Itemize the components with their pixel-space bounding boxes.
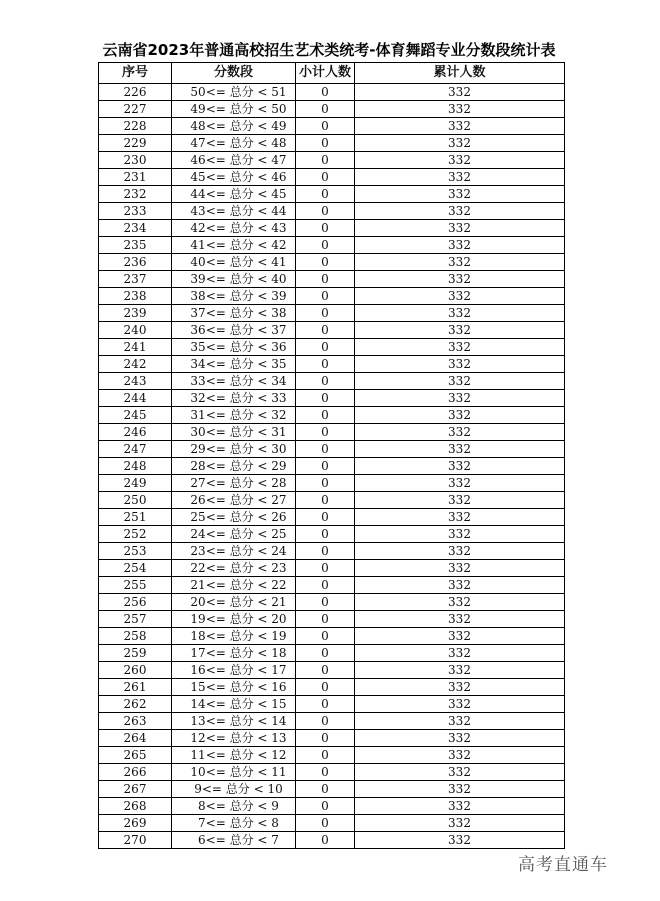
- score-range-text: 31<= 总分 < 32: [190, 408, 287, 422]
- cell-subtotal: 0: [296, 152, 355, 169]
- cell-score-range: [172, 645, 296, 662]
- score-range-text: 50<= 总分 < 51: [190, 85, 287, 99]
- header-index: 序号: [99, 63, 172, 84]
- cell-subtotal: 0: [296, 747, 355, 764]
- cell-score-range: [172, 169, 296, 186]
- table-row: [99, 254, 565, 271]
- cell-index: 230: [99, 152, 172, 169]
- score-range-text: 9<= 总分 < 10: [194, 782, 283, 796]
- cell-index: 227: [99, 101, 172, 118]
- watermark: 高考直通车: [518, 855, 608, 875]
- cell-subtotal: 0: [296, 220, 355, 237]
- cell-index: 252: [99, 526, 172, 543]
- cell-subtotal: 0: [296, 186, 355, 203]
- cell-score-range: [172, 322, 296, 339]
- cell-score-range: [172, 560, 296, 577]
- score-range-text: 29<= 总分 < 30: [190, 442, 287, 456]
- cell-index: 229: [99, 135, 172, 152]
- score-range-text: 26<= 总分 < 27: [190, 493, 287, 507]
- cell-index: 256: [99, 594, 172, 611]
- table-row: [99, 407, 565, 424]
- cell-index: 249: [99, 475, 172, 492]
- cell-score-range: [172, 220, 296, 237]
- cell-subtotal: 0: [296, 356, 355, 373]
- score-range-text: 17<= 总分 < 18: [190, 646, 287, 660]
- cell-score-range: [172, 475, 296, 492]
- cell-subtotal: 0: [296, 492, 355, 509]
- table-row: [99, 356, 565, 373]
- cell-subtotal: 0: [296, 611, 355, 628]
- cell-score-range: [172, 730, 296, 747]
- cell-cumulative: 332: [355, 696, 565, 713]
- cell-subtotal: 0: [296, 135, 355, 152]
- cell-cumulative: 332: [355, 203, 565, 220]
- cell-subtotal: 0: [296, 169, 355, 186]
- score-range-text: 40<= 总分 < 41: [190, 255, 287, 269]
- cell-score-range: [172, 186, 296, 203]
- table-row: [99, 220, 565, 237]
- header-cumulative: 累计人数: [355, 63, 565, 84]
- table-body: [99, 84, 565, 849]
- cell-cumulative: 332: [355, 271, 565, 288]
- table-header-row: [99, 63, 565, 84]
- cell-cumulative: 332: [355, 815, 565, 832]
- cell-cumulative: 332: [355, 628, 565, 645]
- score-range-text: 30<= 总分 < 31: [190, 425, 287, 439]
- cell-index: 236: [99, 254, 172, 271]
- cell-subtotal: 0: [296, 509, 355, 526]
- cell-index: 232: [99, 186, 172, 203]
- cell-subtotal: 0: [296, 628, 355, 645]
- table-row: [99, 441, 565, 458]
- score-range-text: 25<= 总分 < 26: [190, 510, 287, 524]
- cell-cumulative: 332: [355, 152, 565, 169]
- score-range-text: 36<= 总分 < 37: [190, 323, 287, 337]
- cell-score-range: [172, 237, 296, 254]
- cell-score-range: [172, 339, 296, 356]
- cell-cumulative: 332: [355, 798, 565, 815]
- score-range-text: 6<= 总分 < 7: [198, 833, 279, 847]
- cell-index: 245: [99, 407, 172, 424]
- cell-score-range: [172, 441, 296, 458]
- cell-index: 235: [99, 237, 172, 254]
- cell-subtotal: 0: [296, 271, 355, 288]
- table-row: [99, 84, 565, 101]
- cell-subtotal: 0: [296, 458, 355, 475]
- cell-index: 262: [99, 696, 172, 713]
- cell-cumulative: 332: [355, 492, 565, 509]
- cell-subtotal: 0: [296, 713, 355, 730]
- score-range-text: 38<= 总分 < 39: [190, 289, 287, 303]
- cell-score-range: [172, 203, 296, 220]
- cell-cumulative: 332: [355, 713, 565, 730]
- cell-subtotal: 0: [296, 662, 355, 679]
- cell-subtotal: 0: [296, 84, 355, 101]
- table-row: [99, 594, 565, 611]
- table-row: [99, 271, 565, 288]
- table-row: [99, 679, 565, 696]
- cell-subtotal: 0: [296, 832, 355, 849]
- cell-score-range: [172, 798, 296, 815]
- cell-cumulative: 332: [355, 509, 565, 526]
- cell-score-range: [172, 152, 296, 169]
- score-range-text: 33<= 总分 < 34: [190, 374, 287, 388]
- cell-subtotal: 0: [296, 798, 355, 815]
- cell-cumulative: 332: [355, 356, 565, 373]
- table-row: [99, 186, 565, 203]
- cell-cumulative: 332: [355, 186, 565, 203]
- cell-index: 257: [99, 611, 172, 628]
- cell-subtotal: 0: [296, 594, 355, 611]
- score-range-text: 35<= 总分 < 36: [190, 340, 287, 354]
- table-row: [99, 118, 565, 135]
- cell-subtotal: 0: [296, 373, 355, 390]
- cell-score-range: [172, 815, 296, 832]
- score-range-text: 45<= 总分 < 46: [190, 170, 287, 184]
- cell-score-range: [172, 305, 296, 322]
- cell-index: 263: [99, 713, 172, 730]
- cell-cumulative: 332: [355, 254, 565, 271]
- table-row: [99, 815, 565, 832]
- score-range-text: 34<= 总分 < 35: [190, 357, 287, 371]
- score-range-text: 49<= 总分 < 50: [190, 102, 287, 116]
- cell-subtotal: 0: [296, 288, 355, 305]
- table-row: [99, 322, 565, 339]
- cell-cumulative: 332: [355, 135, 565, 152]
- cell-subtotal: 0: [296, 424, 355, 441]
- cell-index: 246: [99, 424, 172, 441]
- cell-cumulative: 332: [355, 288, 565, 305]
- cell-score-range: [172, 373, 296, 390]
- cell-index: 237: [99, 271, 172, 288]
- cell-subtotal: 0: [296, 322, 355, 339]
- cell-score-range: [172, 747, 296, 764]
- table-row: [99, 730, 565, 747]
- header-score-range: 分数段: [172, 63, 296, 84]
- cell-index: 254: [99, 560, 172, 577]
- cell-score-range: [172, 577, 296, 594]
- cell-subtotal: 0: [296, 339, 355, 356]
- table-row: [99, 764, 565, 781]
- cell-cumulative: 332: [355, 781, 565, 798]
- table-row: [99, 152, 565, 169]
- cell-score-range: [172, 254, 296, 271]
- cell-subtotal: 0: [296, 118, 355, 135]
- score-range-text: 48<= 总分 < 49: [190, 119, 287, 133]
- cell-cumulative: 332: [355, 475, 565, 492]
- page-title: 云南省2023年普通高校招生艺术类统考-体育舞蹈专业分数段统计表: [102, 41, 556, 59]
- table-row: [99, 781, 565, 798]
- cell-score-range: [172, 628, 296, 645]
- cell-subtotal: 0: [296, 577, 355, 594]
- cell-score-range: [172, 696, 296, 713]
- score-range-text: 24<= 总分 < 25: [190, 527, 287, 541]
- table-row: [99, 390, 565, 407]
- table-row: [99, 288, 565, 305]
- cell-cumulative: 332: [355, 832, 565, 849]
- cell-cumulative: 332: [355, 560, 565, 577]
- cell-index: 242: [99, 356, 172, 373]
- score-range-text: 44<= 总分 < 45: [190, 187, 287, 201]
- cell-cumulative: 332: [355, 747, 565, 764]
- score-range-text: 11<= 总分 < 12: [190, 748, 287, 762]
- cell-score-range: [172, 594, 296, 611]
- cell-subtotal: 0: [296, 305, 355, 322]
- cell-score-range: [172, 407, 296, 424]
- score-range-text: 23<= 总分 < 24: [190, 544, 287, 558]
- cell-cumulative: 332: [355, 339, 565, 356]
- cell-score-range: [172, 118, 296, 135]
- cell-index: 228: [99, 118, 172, 135]
- cell-cumulative: 332: [355, 390, 565, 407]
- cell-score-range: [172, 679, 296, 696]
- cell-subtotal: 0: [296, 407, 355, 424]
- cell-score-range: [172, 764, 296, 781]
- table-row: [99, 713, 565, 730]
- cell-index: 258: [99, 628, 172, 645]
- cell-index: 241: [99, 339, 172, 356]
- table-row: [99, 696, 565, 713]
- cell-subtotal: 0: [296, 441, 355, 458]
- cell-index: 233: [99, 203, 172, 220]
- cell-cumulative: 332: [355, 594, 565, 611]
- cell-index: 261: [99, 679, 172, 696]
- table-row: [99, 237, 565, 254]
- cell-cumulative: 332: [355, 322, 565, 339]
- cell-index: 268: [99, 798, 172, 815]
- cell-index: 239: [99, 305, 172, 322]
- cell-score-range: [172, 611, 296, 628]
- cell-subtotal: 0: [296, 203, 355, 220]
- table-row: [99, 169, 565, 186]
- table-row: [99, 339, 565, 356]
- score-range-text: 10<= 总分 < 11: [190, 765, 287, 779]
- score-range-text: 22<= 总分 < 23: [190, 561, 287, 575]
- score-range-text: 14<= 总分 < 15: [190, 697, 287, 711]
- score-range-text: 18<= 总分 < 19: [190, 629, 287, 643]
- cell-index: 259: [99, 645, 172, 662]
- cell-cumulative: 332: [355, 526, 565, 543]
- cell-score-range: [172, 543, 296, 560]
- cell-index: 234: [99, 220, 172, 237]
- score-range-text: 15<= 总分 < 16: [190, 680, 287, 694]
- cell-subtotal: 0: [296, 645, 355, 662]
- cell-index: 251: [99, 509, 172, 526]
- cell-subtotal: 0: [296, 475, 355, 492]
- cell-index: 266: [99, 764, 172, 781]
- cell-score-range: [172, 288, 296, 305]
- table-row: [99, 662, 565, 679]
- cell-subtotal: 0: [296, 101, 355, 118]
- cell-score-range: [172, 526, 296, 543]
- table-row: [99, 101, 565, 118]
- score-range-text: 41<= 总分 < 42: [190, 238, 287, 252]
- score-range-text: 19<= 总分 < 20: [190, 612, 287, 626]
- cell-cumulative: 332: [355, 169, 565, 186]
- cell-cumulative: 332: [355, 84, 565, 101]
- cell-index: 238: [99, 288, 172, 305]
- cell-cumulative: 332: [355, 577, 565, 594]
- cell-index: 244: [99, 390, 172, 407]
- cell-cumulative: 332: [355, 407, 565, 424]
- score-range-text: 12<= 总分 < 13: [190, 731, 287, 745]
- cell-score-range: [172, 424, 296, 441]
- score-distribution-table: [98, 62, 565, 849]
- cell-index: 269: [99, 815, 172, 832]
- cell-cumulative: 332: [355, 458, 565, 475]
- header-subtotal: 小计人数: [296, 63, 355, 84]
- score-range-text: 13<= 总分 < 14: [190, 714, 287, 728]
- cell-index: 226: [99, 84, 172, 101]
- cell-cumulative: 332: [355, 441, 565, 458]
- table-row: [99, 203, 565, 220]
- cell-cumulative: 332: [355, 645, 565, 662]
- cell-index: 250: [99, 492, 172, 509]
- table-row: [99, 798, 565, 815]
- table-row: [99, 305, 565, 322]
- cell-subtotal: 0: [296, 390, 355, 407]
- cell-subtotal: 0: [296, 730, 355, 747]
- cell-index: 255: [99, 577, 172, 594]
- table-row: [99, 611, 565, 628]
- cell-score-range: [172, 781, 296, 798]
- cell-index: 270: [99, 832, 172, 849]
- table-row: [99, 543, 565, 560]
- cell-index: 265: [99, 747, 172, 764]
- table-row: [99, 475, 565, 492]
- score-range-text: 37<= 总分 < 38: [190, 306, 287, 320]
- cell-score-range: [172, 713, 296, 730]
- score-range-text: 42<= 总分 < 43: [190, 221, 287, 235]
- cell-cumulative: 332: [355, 424, 565, 441]
- cell-subtotal: 0: [296, 526, 355, 543]
- table-row: [99, 135, 565, 152]
- score-range-text: 39<= 总分 < 40: [190, 272, 287, 286]
- score-range-text: 43<= 总分 < 44: [190, 204, 287, 218]
- table-row: [99, 628, 565, 645]
- score-range-text: 8<= 总分 < 9: [198, 799, 279, 813]
- score-range-text: 21<= 总分 < 22: [190, 578, 287, 592]
- score-range-text: 28<= 总分 < 29: [190, 459, 287, 473]
- table-row: [99, 373, 565, 390]
- score-range-text: 27<= 总分 < 28: [190, 476, 287, 490]
- cell-score-range: [172, 662, 296, 679]
- table-row: [99, 424, 565, 441]
- cell-subtotal: 0: [296, 543, 355, 560]
- table-row: [99, 458, 565, 475]
- cell-cumulative: 332: [355, 101, 565, 118]
- cell-subtotal: 0: [296, 560, 355, 577]
- cell-index: 248: [99, 458, 172, 475]
- cell-score-range: [172, 458, 296, 475]
- cell-score-range: [172, 101, 296, 118]
- cell-index: 240: [99, 322, 172, 339]
- cell-cumulative: 332: [355, 543, 565, 560]
- score-range-text: 32<= 总分 < 33: [190, 391, 287, 405]
- cell-cumulative: 332: [355, 662, 565, 679]
- cell-cumulative: 332: [355, 764, 565, 781]
- cell-score-range: [172, 135, 296, 152]
- cell-score-range: [172, 509, 296, 526]
- cell-score-range: [172, 832, 296, 849]
- score-range-text: 16<= 总分 < 17: [190, 663, 287, 677]
- cell-score-range: [172, 84, 296, 101]
- cell-index: 267: [99, 781, 172, 798]
- cell-subtotal: 0: [296, 781, 355, 798]
- cell-cumulative: 332: [355, 305, 565, 322]
- cell-index: 253: [99, 543, 172, 560]
- table-row: [99, 560, 565, 577]
- cell-cumulative: 332: [355, 730, 565, 747]
- table-row: [99, 832, 565, 849]
- table-row: [99, 492, 565, 509]
- cell-score-range: [172, 271, 296, 288]
- cell-cumulative: 332: [355, 679, 565, 696]
- cell-subtotal: 0: [296, 254, 355, 271]
- table-row: [99, 645, 565, 662]
- table-row: [99, 526, 565, 543]
- score-range-text: 20<= 总分 < 21: [190, 595, 287, 609]
- cell-score-range: [172, 492, 296, 509]
- cell-cumulative: 332: [355, 118, 565, 135]
- cell-cumulative: 332: [355, 373, 565, 390]
- score-range-text: 47<= 总分 < 48: [190, 136, 287, 150]
- cell-cumulative: 332: [355, 237, 565, 254]
- cell-index: 264: [99, 730, 172, 747]
- cell-score-range: [172, 356, 296, 373]
- cell-subtotal: 0: [296, 815, 355, 832]
- cell-index: 247: [99, 441, 172, 458]
- cell-subtotal: 0: [296, 679, 355, 696]
- cell-score-range: [172, 390, 296, 407]
- cell-subtotal: 0: [296, 764, 355, 781]
- cell-index: 243: [99, 373, 172, 390]
- score-range-text: 46<= 总分 < 47: [190, 153, 287, 167]
- cell-subtotal: 0: [296, 237, 355, 254]
- cell-cumulative: 332: [355, 611, 565, 628]
- table-row: [99, 747, 565, 764]
- score-range-text: 7<= 总分 < 8: [198, 816, 279, 830]
- cell-subtotal: 0: [296, 696, 355, 713]
- cell-cumulative: 332: [355, 220, 565, 237]
- cell-index: 260: [99, 662, 172, 679]
- table-row: [99, 509, 565, 526]
- table-row: [99, 577, 565, 594]
- cell-index: 231: [99, 169, 172, 186]
